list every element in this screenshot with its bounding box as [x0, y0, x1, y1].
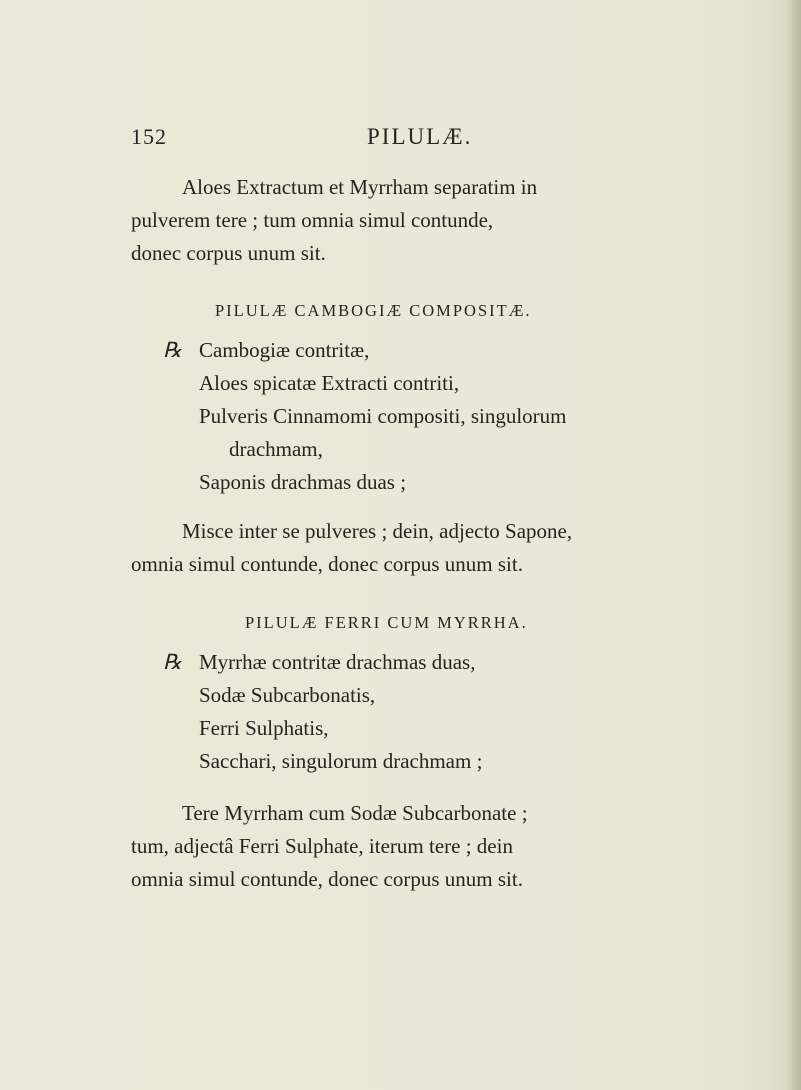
ingredient-line: Ferri Sulphatis, [199, 716, 329, 740]
instruction-line: omnia simul contunde, donec corpus unum sit. [131, 867, 523, 891]
ingredient-line: Sodæ Subcarbonatis, [199, 683, 376, 707]
ingredient-line: drachmam, [229, 437, 323, 461]
recipe-symbol: ℞ [163, 338, 182, 362]
section-title-ferri: PILULÆ FERRI CUM MYRRHA. [245, 613, 528, 632]
ingredient-line: Cambogiæ contritæ, [199, 338, 370, 362]
instruction-line: omnia simul contunde, donec corpus unum sit. [131, 552, 523, 576]
running-title: PILULÆ. [367, 124, 473, 149]
instruction-line: Tere Myrrham cum Sodæ Subcarbonate ; [182, 801, 528, 825]
page-edge-shadow [787, 0, 801, 1090]
recipe-symbol: ℞ [163, 650, 182, 674]
intro-line: donec corpus unum sit. [131, 241, 326, 265]
instruction-line: tum, adjectâ Ferri Sulphate, iterum tere ; dein [131, 834, 513, 858]
page-header [131, 124, 651, 158]
ingredient-line: Aloes spicatæ Extracti contriti, [199, 371, 460, 395]
intro-line: pulverem tere ; tum omnia simul contunde, [131, 208, 494, 232]
page-number: 152 [131, 124, 167, 149]
intro-line: Aloes Extractum et Myrrham separatim in [182, 175, 538, 199]
ingredient-line: Saponis drachmas duas ; [199, 470, 407, 494]
instruction-line: Misce inter se pulveres ; dein, adjecto Sapone, [182, 519, 573, 543]
section-title-cambogiae: PILULÆ CAMBOGIÆ COMPOSITÆ. [215, 301, 532, 320]
ingredient-line: Sacchari, singulorum drachmam ; [199, 749, 483, 773]
ingredient-line: Pulveris Cinnamomi compositi, singulorum [199, 404, 567, 428]
ingredient-line: Myrrhæ contritæ drachmas duas, [199, 650, 476, 674]
